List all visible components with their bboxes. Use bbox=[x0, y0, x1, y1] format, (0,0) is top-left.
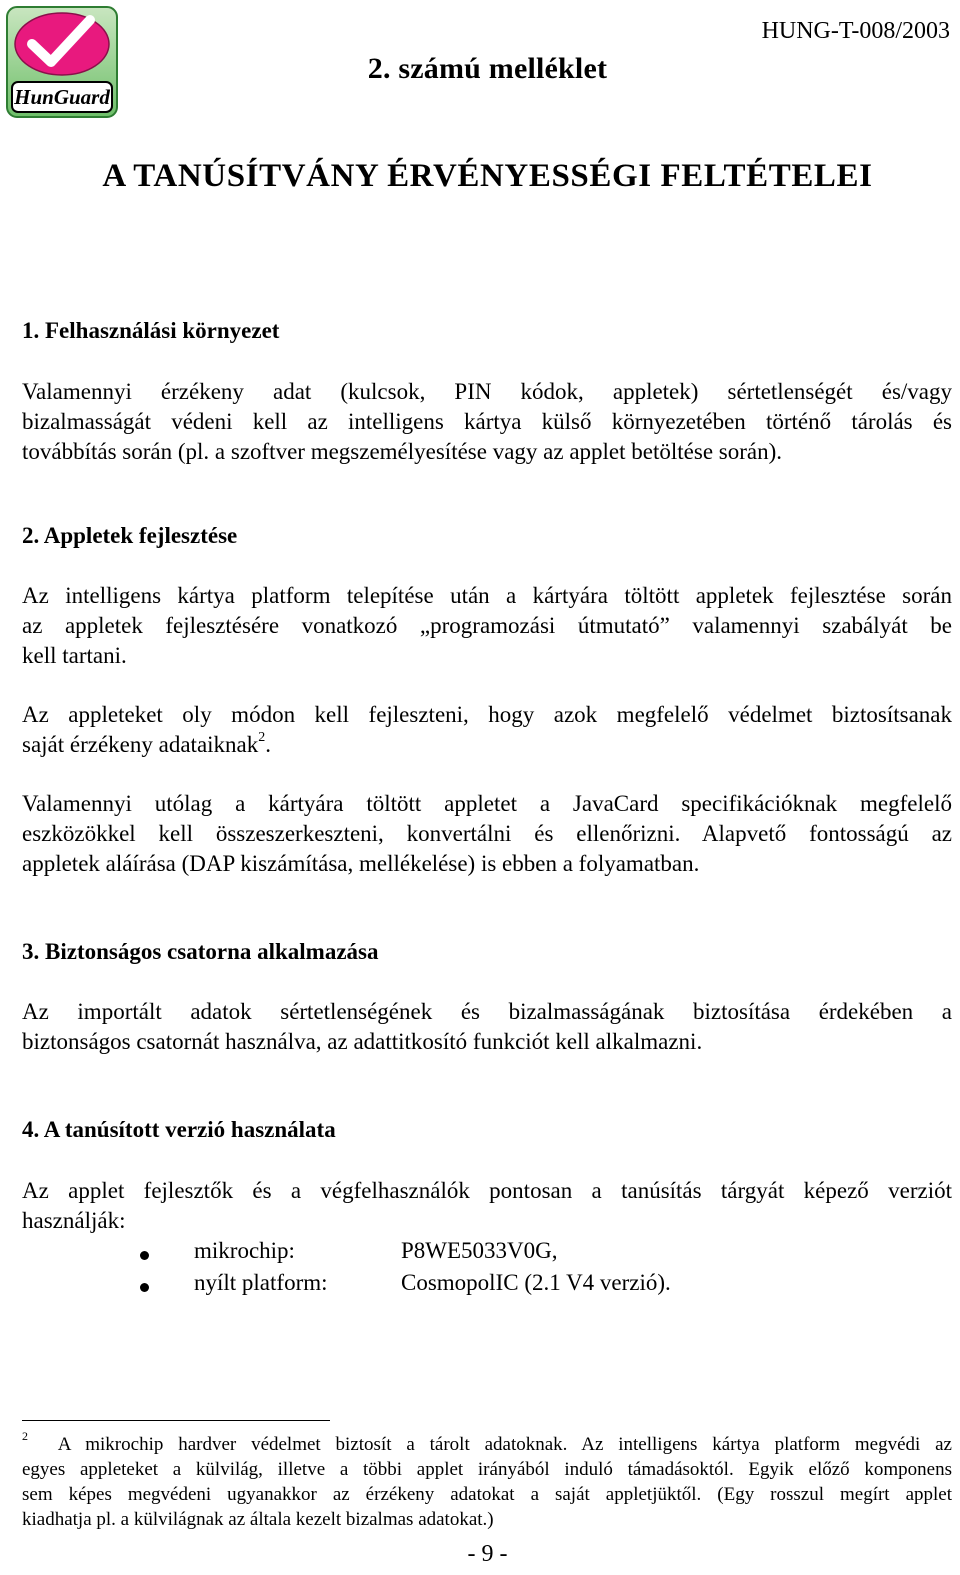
text-segment: . bbox=[265, 732, 272, 757]
text-line: kell tartani. bbox=[22, 643, 127, 668]
section-2-heading: 2. Appletek fejlesztése bbox=[22, 523, 238, 548]
bullet-icon bbox=[140, 1283, 149, 1292]
text-line: Az applet fejlesztők és a végfelhasználók pontosan a tanúsítás tárgyát képező verziót bbox=[22, 1178, 952, 1203]
footnote-line bbox=[22, 1428, 952, 1457]
text-line: biztonságos csatornát használva, az adattitkosító funkciót kell alkalmazni. bbox=[22, 1029, 703, 1054]
section-1-paragraph bbox=[22, 377, 952, 467]
text-line: az appletek fejlesztésére vonatkozó „programozási útmutató” valamennyi szabályát be bbox=[22, 613, 952, 638]
text-line: Valamennyi utólag a kártyára töltött appletet a JavaCard specifikációknak megfelelő bbox=[22, 791, 952, 816]
section-2-paragraph-1 bbox=[22, 581, 952, 671]
text-line: eszközökkel kell összeszerkeszteni, konvertálni és ellenőrizni. Alapvető fontosságú az bbox=[22, 821, 952, 846]
section-3-paragraph bbox=[22, 997, 952, 1057]
section-3-heading: 3. Biztonságos csatorna alkalmazása bbox=[22, 939, 379, 964]
section-4-heading: 4. A tanúsított verzió használata bbox=[22, 1117, 336, 1142]
bullet-icon bbox=[140, 1251, 149, 1260]
text-line: továbbítás során (pl. a szoftver megszemélyesítése vagy az applet betöltése során). bbox=[22, 439, 782, 464]
footnote-line: egyes appleteket a külvilág, illetve a többi applet irányából induló támadásoktól. Egyik előző komponens bbox=[22, 1459, 952, 1480]
text-segment: saját érzékeny adataiknak bbox=[22, 732, 259, 757]
text-line: Valamennyi érzékeny adat (kulcsok, PIN kódok, appletek) sértetlenségét és/vagy bbox=[22, 379, 952, 404]
section-2-paragraph-3 bbox=[22, 789, 952, 879]
text-line bbox=[22, 730, 952, 760]
list-item-label: nyílt platform: bbox=[194, 1270, 328, 1295]
section-2-paragraph-2 bbox=[22, 700, 952, 760]
footnote-line: kiadhatja pl. a külvilágnak az általa kezelt bizalmas adatokat.) bbox=[22, 1509, 494, 1530]
list-item-label: mikrochip: bbox=[194, 1238, 295, 1263]
text-line: appletek aláírása (DAP kiszámítása, mellékelése) is ebben a folyamatban. bbox=[22, 851, 700, 876]
footnote-reference: 2 bbox=[258, 730, 266, 746]
document-id: HUNG-T-008/2003 bbox=[761, 18, 950, 44]
logo-text: HunGuard bbox=[14, 85, 110, 109]
page-number: - 9 - bbox=[467, 1541, 508, 1567]
list-item-value: P8WE5033V0G, bbox=[401, 1238, 558, 1263]
section-4-paragraph bbox=[22, 1176, 952, 1236]
text-segment: A mikrochip hardver védelmet biztosít a tárolt adatoknak. Az intelligens kártya platform megvédi az bbox=[57, 1434, 952, 1455]
footnote bbox=[22, 1428, 952, 1532]
annex-title: 2. számú melléklet bbox=[367, 52, 608, 85]
footnote-line: sem képes megvédeni ugyanakkor az érzékeny adatokat a saját appletjüktől. (Egy rosszul megírt applet bbox=[22, 1484, 952, 1505]
footnote-separator bbox=[22, 1420, 330, 1421]
section-1-heading: 1. Felhasználási környezet bbox=[22, 318, 280, 343]
text-line: Az intelligens kártya platform telepítése után a kártyára töltött appletek fejlesztése során bbox=[22, 583, 952, 608]
text-line: Az appleteket oly módon kell fejleszteni, hogy azok megfelelő védelmet biztosítsanak bbox=[22, 702, 952, 727]
text-line: bizalmasságát védeni kell az intelligens kártya külső környezetében történő tárolás és bbox=[22, 409, 952, 434]
footnote-number: 2 bbox=[22, 1428, 28, 1443]
text-line: Az importált adatok sértetlenségének és bizalmasságának biztosítása érdekében a bbox=[22, 999, 952, 1024]
text-line: használják: bbox=[22, 1208, 126, 1233]
page-title: A TANÚSÍTVÁNY ÉRVÉNYESSÉGI FELTÉTELEI bbox=[102, 158, 873, 194]
list-item-value: CosmopolIC (2.1 V4 verzió). bbox=[401, 1270, 671, 1295]
